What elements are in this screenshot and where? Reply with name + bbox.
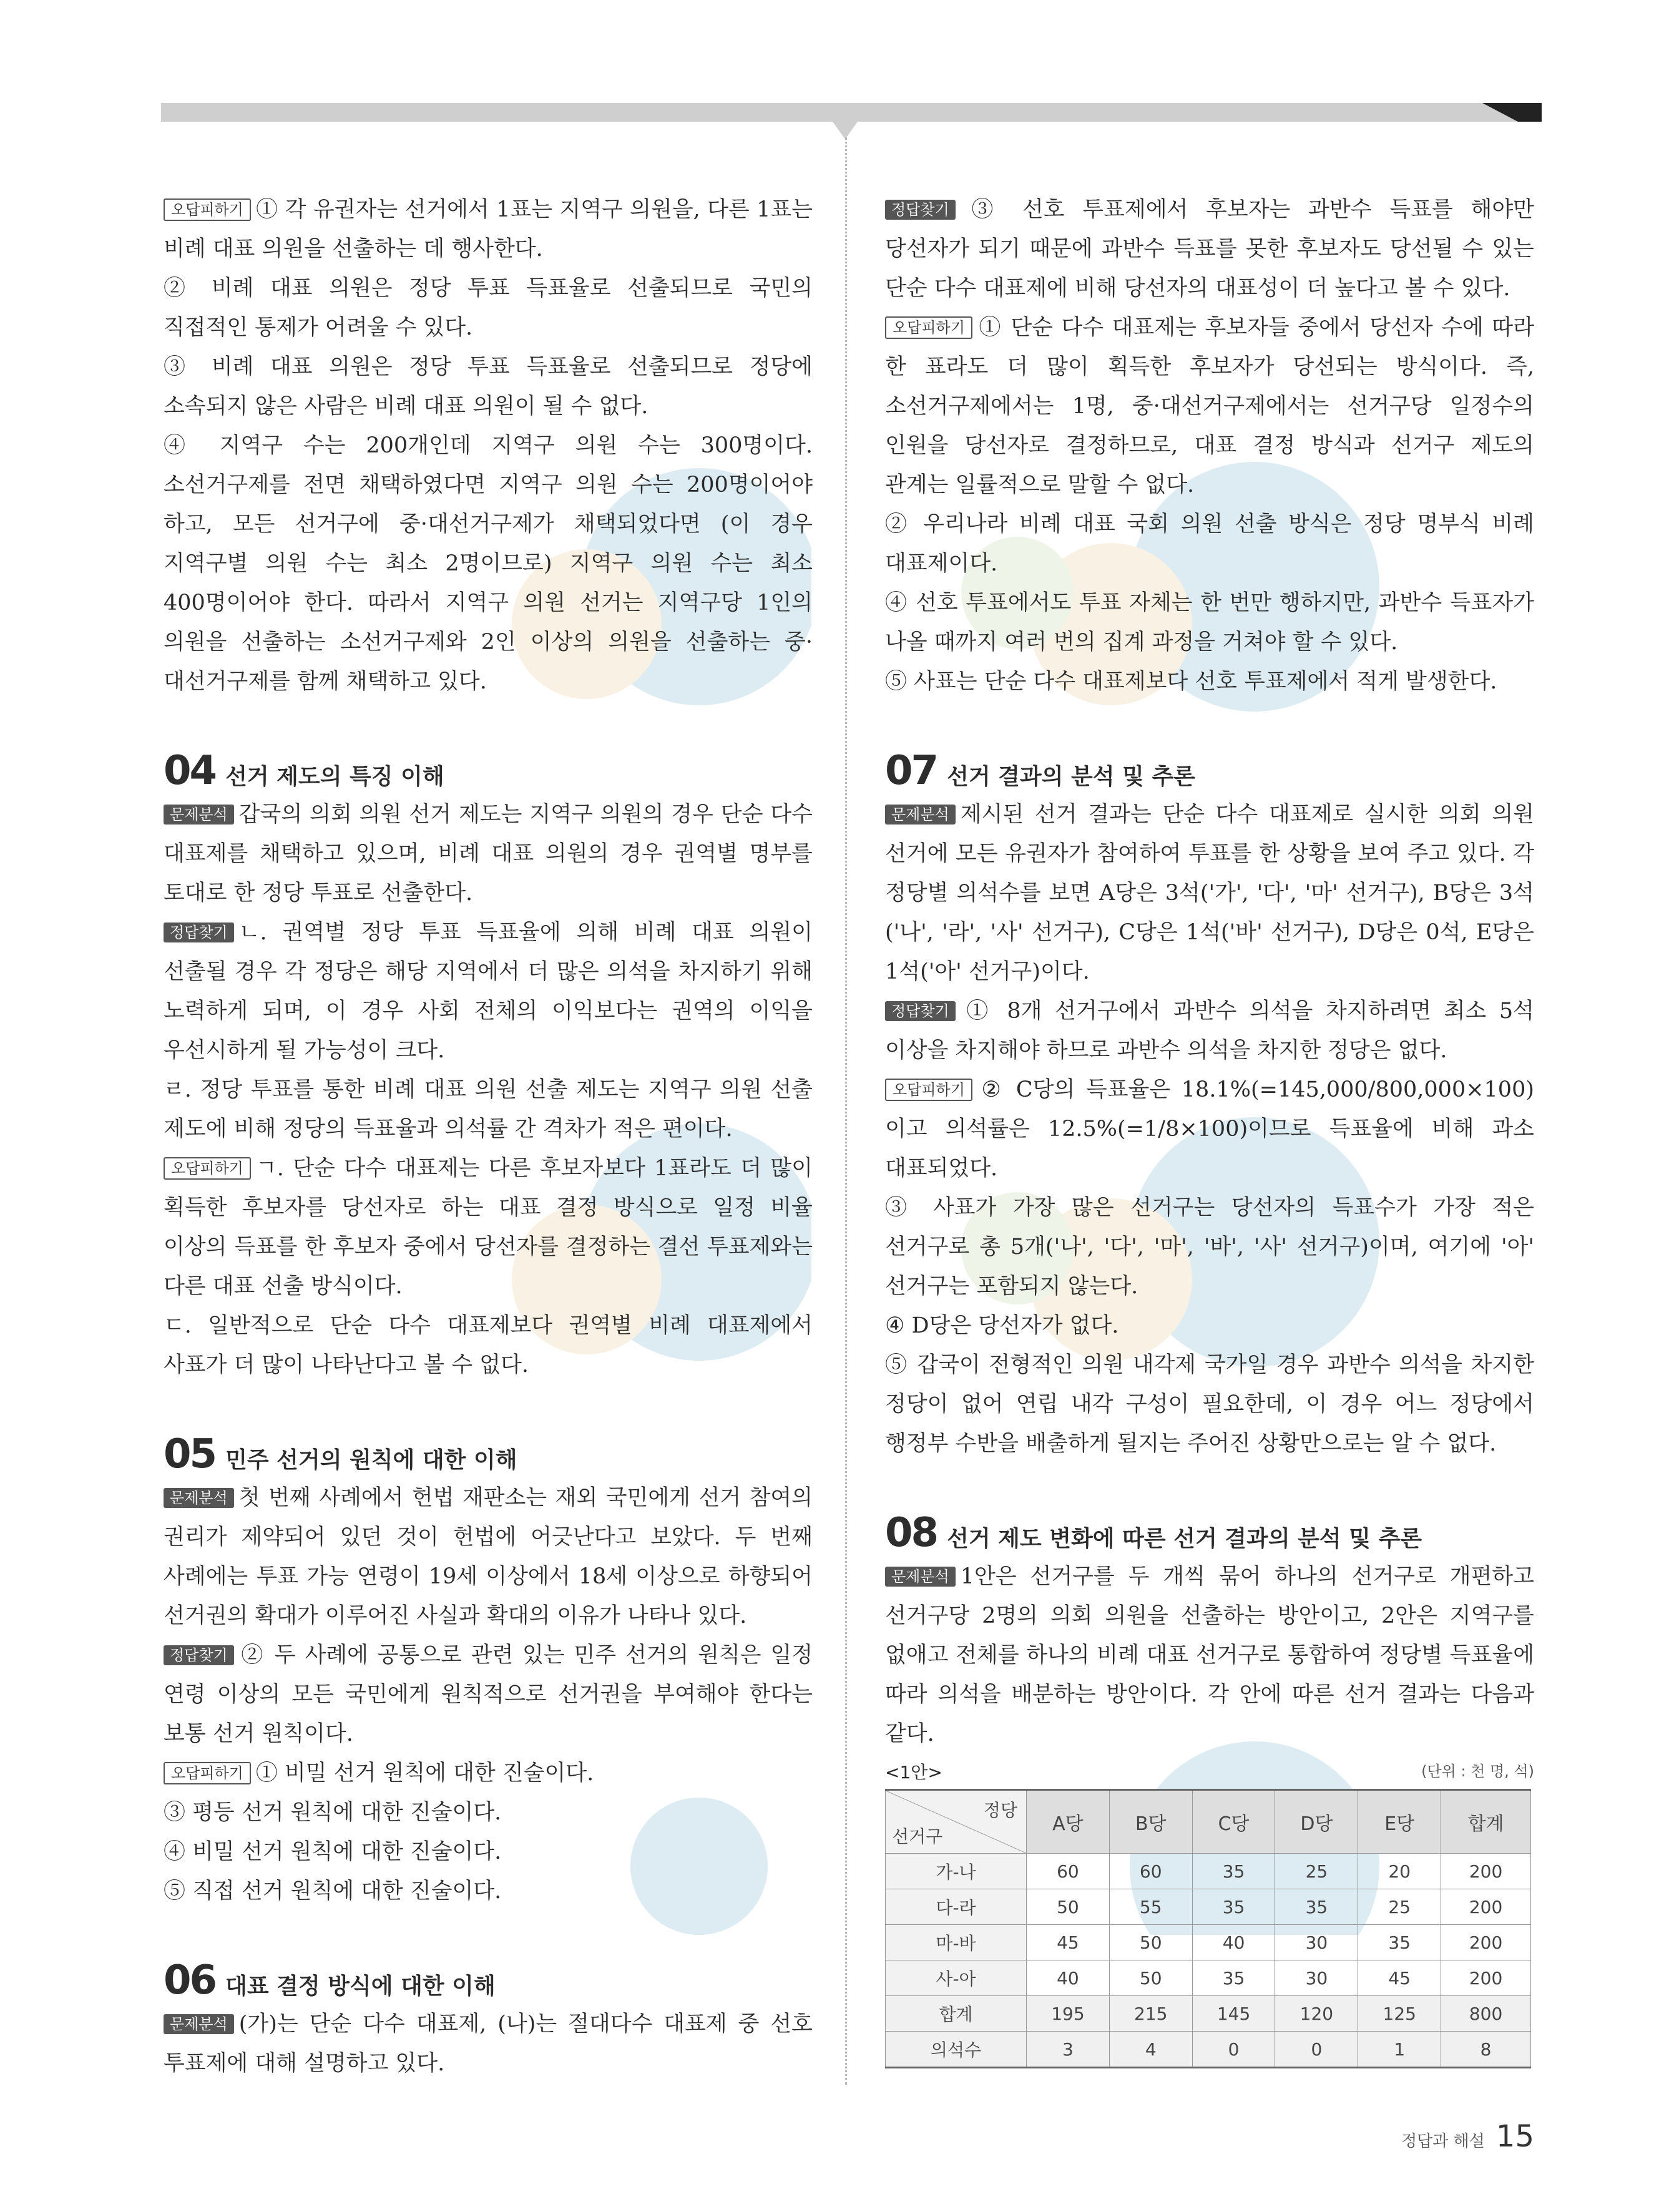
section-04-heading bbox=[164, 749, 813, 793]
table-cell: 0 bbox=[1275, 2032, 1358, 2068]
wrong-answer-tag: 오답피하기 bbox=[885, 1079, 972, 1101]
s07-answer bbox=[885, 992, 1534, 1070]
table-cell: 4 bbox=[1109, 2032, 1192, 2068]
table-seats-row bbox=[886, 2032, 1531, 2068]
s05-wrong-3: ④ 비밀 선거 원칙에 대한 진술이다. bbox=[164, 1839, 502, 1864]
section-05-heading bbox=[164, 1432, 813, 1476]
table-cell: 3 bbox=[1027, 2032, 1110, 2068]
table-cell: 200 bbox=[1441, 1960, 1531, 1996]
results-table bbox=[885, 1789, 1531, 2068]
analysis-tag: 문제분석 bbox=[164, 2014, 234, 2034]
right-intro-p3: ② 우리나라 비례 대표 국회 의원 선출 방식은 정당 명부식 비례 대표제이다. bbox=[885, 512, 1534, 576]
table-cell: 60 bbox=[1109, 1854, 1192, 1889]
table-cell: 55 bbox=[1109, 1889, 1192, 1925]
row-label: 사-아 bbox=[886, 1960, 1027, 1996]
table-cell: 200 bbox=[1441, 1889, 1531, 1925]
table-cell: 0 bbox=[1192, 2032, 1275, 2068]
table-cell: 145 bbox=[1192, 1996, 1275, 2032]
answer-tag: 정답찾기 bbox=[164, 922, 234, 942]
table-cell: 50 bbox=[1109, 1960, 1192, 1996]
s04-wrong bbox=[164, 1149, 813, 1306]
s07-wrong-2: ③ 사표가 가장 많은 선거구는 당선자의 득표수가 가장 적은 선거구로 총 5개('나', '다', '마', '바', '사' 선거구)이며, 여기에 '아' 선거구는 포함되지 않는다. bbox=[885, 1195, 1534, 1299]
table-caption: <1안> bbox=[885, 1762, 942, 1783]
table-row bbox=[886, 1889, 1531, 1925]
paragraph-text: ① 각 유권자는 선거에서 1표는 지역구 의원을, 다른 1표는 비례 대표 의원을 선출하는 데 행사한다. bbox=[164, 197, 813, 262]
table-cell: 40 bbox=[1192, 1925, 1275, 1960]
table-header-row bbox=[886, 1790, 1531, 1854]
row-label: 의석수 bbox=[886, 2032, 1027, 2068]
table-cell: 45 bbox=[1027, 1925, 1110, 1960]
answer-tag: 정답찾기 bbox=[885, 200, 956, 220]
table-cell: 215 bbox=[1109, 1996, 1192, 2032]
s07-wrong bbox=[885, 1070, 1534, 1188]
section-title: 선거 제도의 특징 이해 bbox=[225, 764, 444, 790]
header-bar bbox=[161, 103, 1542, 122]
paragraph-text: ㄱ. 단순 다수 대표제는 다른 후보자보다 1표라도 더 많이 획득한 후보자를 당선자로 하는 대표 결정 방식으로 일정 비율 이상의 득표를 한 후보자 중에서 당선자를 결정하는 결선 투표제와는 다른 대표 선출 방식이다. bbox=[164, 1156, 813, 1299]
table-row bbox=[886, 1854, 1531, 1889]
wrong-answer-tag: 오답피하기 bbox=[164, 1157, 251, 1180]
table-cell: 125 bbox=[1358, 1996, 1441, 2032]
table-cell: 195 bbox=[1027, 1996, 1110, 2032]
table-cell: 35 bbox=[1358, 1925, 1441, 1960]
section-title: 선거 제도 변화에 따른 선거 결과의 분석 및 추론 bbox=[947, 1526, 1422, 1552]
section-title: 민주 선거의 원칙에 대한 이해 bbox=[225, 1447, 517, 1473]
column-header: B당 bbox=[1109, 1790, 1192, 1854]
right-intro-answer bbox=[885, 190, 1534, 308]
s05-answer bbox=[164, 1636, 813, 1754]
section-number: 05 bbox=[164, 1431, 216, 1477]
table-cell: 35 bbox=[1275, 1889, 1358, 1925]
table-cell: 50 bbox=[1109, 1925, 1192, 1960]
left-intro-p1 bbox=[164, 190, 813, 269]
s05-analysis bbox=[164, 1479, 813, 1636]
section-number: 08 bbox=[885, 1510, 937, 1556]
page-number: 15 bbox=[1495, 2119, 1534, 2154]
left-intro-p2: ② 비례 대표 의원은 정당 투표 득표율로 선출되므로 국민의 직접적인 통제가 어려울 수 있다. bbox=[164, 276, 813, 340]
row-label: 다-라 bbox=[886, 1889, 1027, 1925]
right-intro-p5: ⑤ 사표는 단순 다수 대표제보다 선호 투표제에서 적게 발생한다. bbox=[885, 669, 1497, 694]
paragraph-text: ㄴ. 권역별 정당 투표 득표율에 의해 비례 대표 의원이 선출될 경우 각 정당은 해당 지역에서 더 많은 의석을 차지하기 위해 노력하게 되며, 이 경우 사회 전체의 이익보다는 권역의 이익을 우선시하게 될 가능성이 크다. bbox=[164, 920, 813, 1063]
table-cell: 20 bbox=[1358, 1854, 1441, 1889]
column-divider bbox=[845, 137, 847, 2085]
section-08-heading bbox=[885, 1511, 1534, 1555]
table-cell: 200 bbox=[1441, 1854, 1531, 1889]
section-number: 07 bbox=[885, 748, 937, 794]
table-total-row bbox=[886, 1996, 1531, 2032]
analysis-tag: 문제분석 bbox=[885, 1567, 956, 1587]
left-column bbox=[164, 190, 813, 2083]
right-column bbox=[885, 190, 1534, 2068]
table-cell: 40 bbox=[1027, 1960, 1110, 1996]
s07-analysis bbox=[885, 795, 1534, 992]
page-footer bbox=[1401, 2119, 1534, 2154]
paragraph-text: ① 8개 선거구에서 과반수 의석을 차지하려면 최소 5석 이상을 차지해야 하므로 과반수 의석을 차지한 정당은 없다. bbox=[885, 999, 1534, 1063]
s08-analysis bbox=[885, 1557, 1534, 1754]
s07-wrong-4: ⑤ 갑국이 전형적인 의원 내각제 국가일 경우 과반수 의석을 차지한 정당이 없어 연립 내각 구성이 필요한데, 이 경우 어느 정당에서 행정부 수반을 배출하게 될지는 주어진 상황만으로는 알 수 없다. bbox=[885, 1353, 1534, 1456]
section-title: 선거 결과의 분석 및 추론 bbox=[947, 764, 1195, 790]
s05-wrong-2: ③ 평등 선거 원칙에 대한 진술이다. bbox=[164, 1800, 502, 1825]
s07-wrong-3: ④ D당은 당선자가 없다. bbox=[885, 1313, 1119, 1338]
corner-district-label: 선거구 bbox=[892, 1826, 943, 1847]
table-cell: 30 bbox=[1275, 1925, 1358, 1960]
answer-tag: 정답찾기 bbox=[885, 1001, 956, 1021]
corner-party-label: 정당 bbox=[983, 1800, 1017, 1821]
section-07-heading bbox=[885, 749, 1534, 793]
table-unit: (단위 : 천 명, 석) bbox=[1421, 1763, 1534, 1780]
paragraph-text: 제시된 선거 결과는 단순 다수 대표제로 실시한 의회 의원 선거에 모든 유권자가 참여하여 투표를 한 상황을 보여 주고 있다. 각 정당별 의석수를 보면 A당은 3석('가', '다', '마' 선거구), B당은 3석('나', '라', '사' 선거구), C당은 1석('바' 선거구), D당은 0석, E당은 1석('아' 선거구)이다. bbox=[885, 802, 1534, 984]
table-caption-row bbox=[885, 1759, 1534, 1784]
analysis-tag: 문제분석 bbox=[164, 805, 234, 825]
right-intro-p4: ④ 선호 투표에서도 투표 자체는 한 번만 행하지만, 과반수 득표자가 나올 때까지 여러 번의 집계 과정을 거쳐야 할 수 있다. bbox=[885, 590, 1534, 655]
table-cell: 35 bbox=[1192, 1889, 1275, 1925]
analysis-tag: 문제분석 bbox=[164, 1488, 234, 1508]
table-cell: 200 bbox=[1441, 1925, 1531, 1960]
table-cell: 800 bbox=[1441, 1996, 1531, 2032]
section-number: 04 bbox=[164, 748, 216, 794]
s04-analysis bbox=[164, 795, 813, 913]
answer-tag: 정답찾기 bbox=[164, 1645, 234, 1665]
paragraph-text: 1안은 선거구를 두 개씩 묶어 하나의 선거구로 개편하고 선거구당 2명의 의회 의원을 선출하는 방안이고, 2안은 지역구를 없애고 전체를 하나의 비례 대표 선거구로 통합하여 정당별 득표율에 따라 의석을 배분하는 방안이다. 각 안에 따른 선거 결과는 다음과 같다. bbox=[885, 1564, 1534, 1746]
column-header: 합계 bbox=[1441, 1790, 1531, 1854]
paragraph-text: (가)는 단순 다수 대표제, (나)는 절대다수 대표제 중 선호 투표제에 대해 설명하고 있다. bbox=[164, 2012, 813, 2076]
table-row bbox=[886, 1960, 1531, 1996]
table-cell: 30 bbox=[1275, 1960, 1358, 1996]
section-title: 대표 결정 방식에 대한 이해 bbox=[225, 1974, 496, 1999]
paragraph-text: ① 비밀 선거 원칙에 대한 진술이다. bbox=[255, 1761, 594, 1786]
table-cell: 35 bbox=[1192, 1960, 1275, 1996]
paragraph-text: 첫 번째 사례에서 헌법 재판소는 재외 국민에게 선거 참여의 권리가 제약되어 있던 것이 헌법에 어긋난다고 보았다. 두 번째 사례에는 투표 가능 연령이 19세 이상에서 18세 이상으로 하향되어 선거권의 확대가 이루어진 사실과 확대의 이유가 나타나 있다. bbox=[164, 1485, 813, 1628]
column-header: E당 bbox=[1358, 1790, 1441, 1854]
analysis-tag: 문제분석 bbox=[885, 805, 956, 825]
row-label: 마-바 bbox=[886, 1925, 1027, 1960]
left-intro-p4: ④ 지역구 수는 200개인데 지역구 의원 수는 300명이다. 소선거구제를 전면 채택하였다면 지역구 의원 수는 200명이어야 하고, 모든 선거구에 중·대선거구제가 채택되었다면 (이 경우 지역구별 의원 수는 최소 2명이므로) 지역구 의원 수는 최소 400명이어야 한다. 따라서 지역구 의원 선거는 지역구당 1인의 의원을 선출하는 소선거구제와 2인 이상의 의원을 선출하는 중·대선거구제를 함께 채택하고 있다. bbox=[164, 433, 813, 694]
table-cell: 25 bbox=[1358, 1889, 1441, 1925]
footer-label: 정답과 해설 bbox=[1401, 2132, 1485, 2151]
table-cell: 8 bbox=[1441, 2032, 1531, 2068]
column-header: C당 bbox=[1192, 1790, 1275, 1854]
right-intro-wrong bbox=[885, 308, 1534, 505]
paragraph-text: ② 두 사례에 공통으로 관련 있는 민주 선거의 원칙은 일정 연령 이상의 모든 국민에게 원칙적으로 선거권을 부여해야 한다는 보통 선거 원칙이다. bbox=[164, 1643, 813, 1746]
column-notch bbox=[833, 122, 858, 139]
table-cell: 45 bbox=[1358, 1960, 1441, 1996]
table-cell: 1 bbox=[1358, 2032, 1441, 2068]
s04-answer-2: ㄹ. 정당 투표를 통한 비례 대표 의원 선출 제도는 지역구 의원 선출 제도에 비해 정당의 득표율과 의석률 간 격차가 적은 편이다. bbox=[164, 1077, 813, 1142]
table-cell: 120 bbox=[1275, 1996, 1358, 2032]
column-header: D당 bbox=[1275, 1790, 1358, 1854]
row-label: 합계 bbox=[886, 1996, 1027, 2032]
table-cell: 25 bbox=[1275, 1854, 1358, 1889]
column-header: A당 bbox=[1027, 1790, 1110, 1854]
table-cell: 60 bbox=[1027, 1854, 1110, 1889]
paragraph-text: 갑국의 의회 의원 선거 제도는 지역구 의원의 경우 단순 다수 대표제를 채택하고 있으며, 비례 대표 의원의 경우 권역별 명부를 토대로 한 정당 투표로 선출한다. bbox=[164, 802, 813, 906]
left-intro-p3: ③ 비례 대표 의원은 정당 투표 득표율로 선출되므로 정당에 소속되지 않은 사람은 비례 대표 의원이 될 수 없다. bbox=[164, 355, 813, 419]
table-cell: 35 bbox=[1192, 1854, 1275, 1889]
s05-wrong-4: ⑤ 직접 선거 원칙에 대한 진술이다. bbox=[164, 1879, 502, 1904]
s06-analysis bbox=[164, 2005, 813, 2083]
s04-answer bbox=[164, 913, 813, 1070]
table-cell: 50 bbox=[1027, 1889, 1110, 1925]
table-corner-cell bbox=[886, 1790, 1027, 1854]
paragraph-text: ② C당의 득표율은 18.1%(=145,000/800,000×100)이고 의석률은 12.5%(=1/8×100)이므로 득표율에 비해 과소 대표되었다. bbox=[885, 1077, 1534, 1181]
table-row bbox=[886, 1925, 1531, 1960]
wrong-answer-tag: 오답피하기 bbox=[164, 1762, 251, 1784]
row-label: 가-나 bbox=[886, 1854, 1027, 1889]
paragraph-text: ① 단순 다수 대표제는 후보자들 중에서 당선자 수에 따라 한 표라도 더 많이 획득한 후보자가 당선되는 방식이다. 즉, 소선거구제에서는 1명, 중·대선거구제에서는 선거구당 일정수의 인원을 당선자로 결정하므로, 대표 결정 방식과 선거구 제도의 관계는 일률적으로 말할 수 없다. bbox=[885, 315, 1534, 497]
section-number: 06 bbox=[164, 1957, 216, 2004]
paragraph-text: ③ 선호 투표제에서 후보자는 과반수 득표를 해야만 당선자가 되기 때문에 과반수 득표를 못한 후보자도 당선될 수 있는 단순 다수 대표제에 비해 당선자의 대표성이 더 높다고 볼 수 있다. bbox=[885, 197, 1534, 301]
section-06-heading bbox=[164, 1959, 813, 2002]
s04-wrong-2: ㄷ. 일반적으로 단순 다수 대표제보다 권역별 비례 대표제에서 사표가 더 많이 나타난다고 볼 수 없다. bbox=[164, 1313, 813, 1378]
s05-wrong bbox=[164, 1754, 813, 1793]
wrong-answer-tag: 오답피하기 bbox=[164, 198, 251, 221]
wrong-answer-tag: 오답피하기 bbox=[885, 316, 972, 339]
